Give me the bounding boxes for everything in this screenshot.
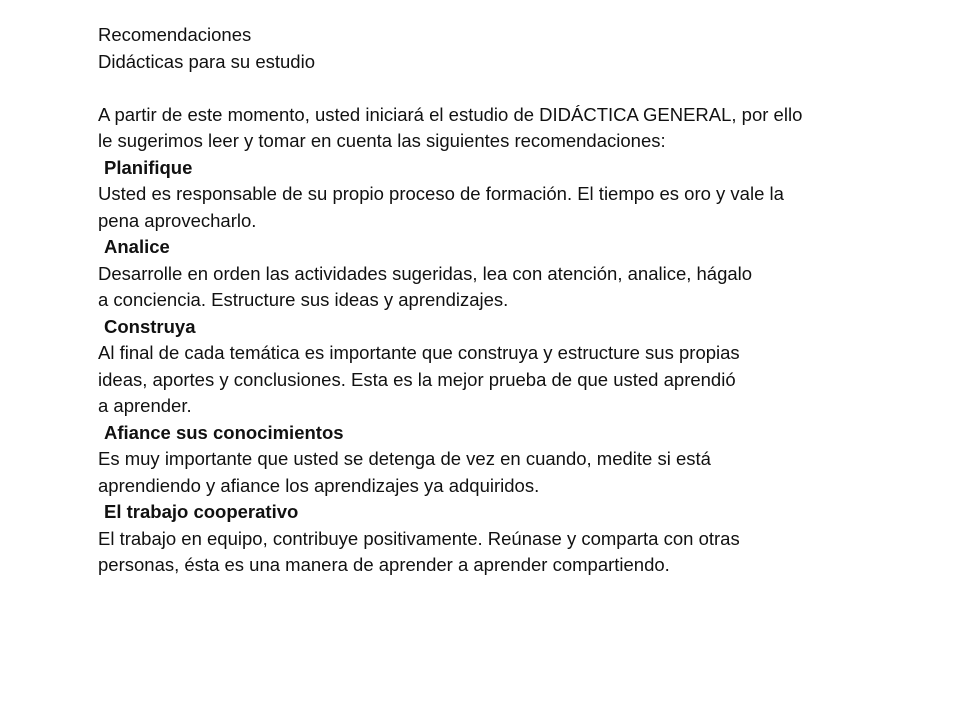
document-subtitle: Didácticas para su estudio	[98, 50, 315, 72]
document-title: Recomendaciones	[98, 24, 252, 45]
recommendation-text-line: Usted es responsable de su propio proceso de formación. El tiempo es oro y vale la	[98, 183, 784, 204]
recommendation-heading	[98, 420, 918, 447]
recommendation-text-line: El trabajo en equipo, contribuye positivamente. Reúnase y comparta con otras	[98, 527, 740, 549]
recommendation-text-line: personas, ésta es una manera de aprender a aprender compartiendo.	[98, 554, 670, 575]
recommendation-text-line: a aprender.	[98, 395, 192, 416]
recommendation-item	[98, 234, 918, 314]
intro-paragraph-line: A partir de este momento, usted iniciará el estudio de DIDÁCTICA GENERAL, por ello	[98, 103, 803, 125]
recommendation-item	[98, 499, 918, 579]
recommendation-text-line: Es muy importante que usted se detenga de vez en cuando, medite si está	[98, 448, 711, 469]
recommendation-item	[98, 420, 918, 500]
recommendation-heading	[98, 155, 918, 182]
recommendation-text-line: aprendiendo y afiance los aprendizajes ya adquiridos.	[98, 474, 540, 496]
intro-paragraph-line: le sugerimos leer y tomar en cuenta las siguientes recomendaciones:	[98, 130, 666, 151]
recommendation-heading	[98, 234, 918, 261]
recommendation-heading-text: Construya	[104, 315, 196, 337]
blank-line	[98, 75, 918, 102]
recommendation-text-line: a conciencia. Estructure sus ideas y aprendizajes.	[98, 289, 509, 310]
document-body	[98, 22, 918, 579]
recommendation-text-line: ideas, aportes y conclusiones. Esta es la mejor prueba de que usted aprendió	[98, 368, 736, 390]
recommendation-text-line: pena aprovecharlo.	[98, 209, 257, 231]
recommendation-heading-text: Analice	[104, 236, 170, 257]
recommendation-text-line: Al final de cada temática es importante que construya y estructure sus propias	[98, 342, 740, 363]
recommendation-heading-text: Afiance sus conocimientos	[104, 421, 344, 443]
recommendation-text-line: Desarrolle en orden las actividades sugeridas, lea con atención, analice, hágalo	[98, 262, 753, 284]
recommendation-heading-text: El trabajo cooperativo	[104, 501, 299, 522]
recommendation-heading	[98, 499, 918, 526]
recommendation-item	[98, 314, 918, 420]
recommendation-item	[98, 155, 918, 235]
recommendation-heading	[98, 314, 918, 341]
recommendations-list	[98, 155, 918, 579]
recommendation-heading-text: Planifique	[104, 156, 193, 178]
